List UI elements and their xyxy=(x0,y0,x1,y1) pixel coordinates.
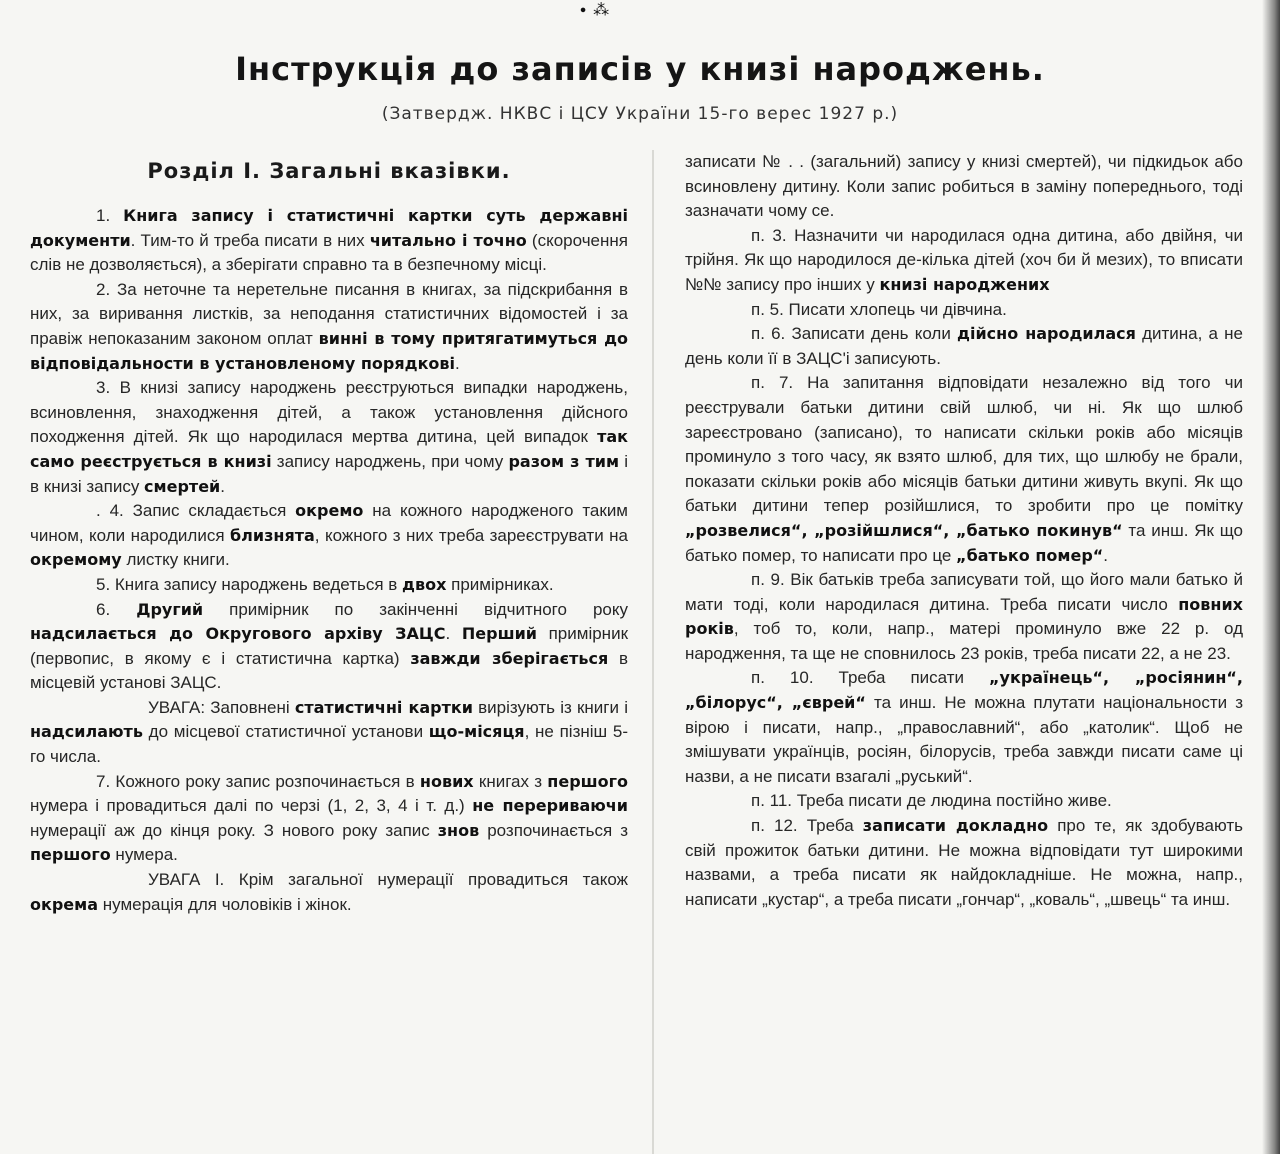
column-gutter xyxy=(652,150,654,1154)
paragraph-4: . 4. Запис складається окремо на кожного народженого таким чином, коли народилися близнята, кожного з них треба зареєструвати на окремому листку книги. xyxy=(30,501,628,570)
right-paragraph-5: п. 5. Писати хлопець чи дівчина. xyxy=(751,299,1007,319)
scanned-page-edge xyxy=(1262,0,1280,1154)
section-heading: Розділ І. Загальні вказівки. xyxy=(147,159,511,183)
right-column xyxy=(685,150,1243,912)
right-paragraph-11: п. 11. Треба писати де людина постійно живе. xyxy=(751,791,1112,811)
document-title: Інструкція до записів у книзі народжень. xyxy=(235,50,1045,88)
left-column xyxy=(30,150,628,917)
paragraph-6: 6. Другий примірник по закінченні відчитного року надсилається до Округового архіву ЗАЦС. Перший примірник (первопис, в якому є і статистична картка) завжди зберігається в місцевій установі ЗАЦС. xyxy=(30,599,629,693)
paragraph-3: 3. В книзі запису народжень реєструються випадки народжень, всиновлення, знаходження дітей, а також установлення дійсного походження дітей. Як що народилася мертва дитина, цей випадок так само реєструється в книзі запису народжень, при чому разом з тим і в книзі запису смертей. xyxy=(30,378,629,496)
paragraph-5: 5. Книга запису народжень ведеться в двох примірниках. xyxy=(96,574,554,594)
right-paragraph-continued: записати № . . (загальний) запису у книзі смертей), чи підкидьок або всиновлену дитину. Коли запис робиться в заміну попереднього, тоді зазначати чому се. xyxy=(685,152,1243,221)
right-paragraph-6: п. 6. Записати день коли дійсно народилася дитина, а не день коли її в ЗАЦС'і записують. xyxy=(685,324,1243,368)
paragraph-7: 7. Кожного року запис розпочинається в нових книгах з першого нумера і провадиться далі по черзі (1, 2, 3, 4 і т. д.) не перериваючи нумерації аж до кінця року. З нового року запис знов розпочинається з першого нумера. xyxy=(30,771,628,865)
note-2: УВАГА І. Крім загальної нумерації провадиться також окрема нумерація для чоловіків і жінок. xyxy=(30,870,628,914)
right-paragraph-7: п. 7. На запитання відповідати незалежно від того чи реєстрували батьки дитини свій шлюб, чи ні. Як що шлюб зареєстровано (записано), то написати скільки років або місяців проминуло з того часу, як взято шлюб, для тих, що шлюбу не брали, показати скільки років або місяців батьки дитини живуть вкупі. Як що батьки дитини тепер розійшлися, то зробити про це помітку „розвелися“, „розійшлися“, „батько покинув“ та инш. Як що батько помер, то написати про це „батько помер“. xyxy=(685,373,1244,565)
right-paragraph-9: п. 9. Вік батьків треба записувати той, що його мали батько й мати тоді, коли народилася дитина. Треба писати число повних років, тоб то, коли, напр., матері проминуло вже 22 р. од народження, та ще не сповнилось 23 років, треба писати 22, а не 23. xyxy=(685,570,1243,663)
note-1: УВАГА: Заповнені статистичні картки вирізують із книги і надсилають до місцевої статистичної установи що-місяця, не пізніш 5-го числа. xyxy=(30,697,628,767)
right-paragraph-12: п. 12. Треба записати докладно про те, як здобувають свій прожиток батьки дитини. Не можна відповідати тут широкими назвами, а треба писати як найдокладніше. Не можна, напр., написати „кустар“, а треба писати „гончар“, „коваль“, „швець“ та инш. xyxy=(685,816,1243,909)
right-paragraph-3: п. 3. Назначити чи народилася одна дитина, або двійня, чи трійня. Як що народилося де-кілька дітей (хоч би й мезих), то вписати №№ запису про інших у книзі народжених xyxy=(685,225,1243,294)
fold-mark: ∙ ⁂ xyxy=(578,0,610,19)
document-subtitle: (Затвердж. НКВС і ЦСУ України 15-го верес 1927 р.) xyxy=(381,104,899,124)
paragraph-2: 2. За неточне та неретельне писання в книгах, за підскрибання в них, за виривання листків, за неподання статистичних відомостей і за правіж непоказаним законом оплат винні в тому притягатимуться до відповідальности в установленому порядкові. xyxy=(30,279,628,373)
paragraph-1: 1. Книга запису і статистичні картки суть державні документи. Тим-то й треба писати в них читально і точно (скорочення слів не дозволяється), а зберігати справно та в безпечному місці. xyxy=(30,206,629,275)
right-paragraph-10: п. 10. Треба писати „українець“, „росіянин“, „білорус“, „єврей“ та инш. Не можна плутати національности з вірою і писати, напр., „православний“, або „католик“. Щоб не змішувати українців, росіян, білорусів, треба завжди писати саме ці назви, а не писати взагалі „руський“. xyxy=(685,668,1243,786)
